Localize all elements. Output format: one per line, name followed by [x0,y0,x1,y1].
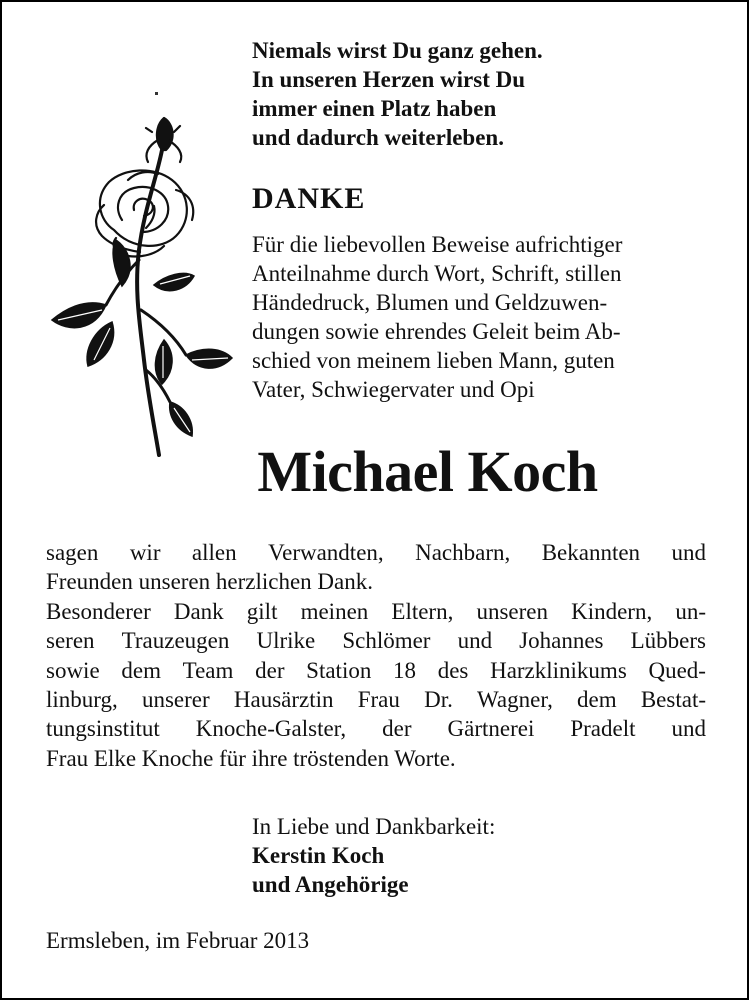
word: Frau [357,687,400,713]
word: linburg, [46,687,118,713]
word: Pradelt [570,716,636,742]
thanks-line: schied von meinem lieben Mann, guten [252,348,615,373]
thanks-intro [252,230,702,404]
word: dem [577,687,617,713]
memorial-motto [252,36,612,152]
speck-mark [155,92,158,95]
word: Eltern, [391,598,454,624]
word: tungsinstitut [46,716,160,742]
body-line: Freunden unseren herzlichen Dank. [46,569,373,595]
word: Nachbarn, [415,540,511,565]
closing-block [252,812,495,899]
signer-family: und Angehörige [252,872,409,897]
body-line [46,685,706,714]
thanks-line: Anteilnahme durch Wort, Schrift, stillen [252,261,622,286]
word: Trauzeugen [121,628,230,654]
body-line [46,626,706,655]
word: Lübbers [630,628,706,654]
word: und [671,540,706,565]
word: des [437,657,469,683]
word: der [255,657,285,683]
body-line [46,714,706,743]
word: Team [182,657,234,683]
word: Kindern, [571,598,653,624]
word: der [382,716,412,742]
motto-line: Niemals wirst Du ganz gehen. [252,38,543,63]
word: unseren [476,598,548,624]
word: gilt [246,598,278,624]
word: 18 [393,657,417,683]
signer-name: Kerstin Koch [252,843,385,868]
thanks-line: Händedruck, Blumen und Geldzuwen- [252,290,608,315]
word: Johannes [519,628,604,654]
word: wir [129,540,161,565]
word: meinen [300,598,369,624]
body-line [46,656,706,685]
body-line [46,597,706,626]
word: dem [121,657,161,683]
word: und [457,628,493,654]
thanks-heading: DANKE [252,182,366,215]
thanks-line: Für die liebevollen Beweise aufrichtiger [252,232,623,257]
thanks-line: Vater, Schwiegervater und Opi [252,377,535,402]
word: Ulrike [256,628,316,654]
word: Bekannten [541,540,641,565]
word: sagen [46,540,99,565]
closing-intro: In Liebe und Dankbarkeit: [252,814,496,839]
motto-line: In unseren Herzen wirst Du [252,67,526,92]
word: Verwandten, [268,540,384,565]
word: Gärtnerei [447,716,535,742]
place-date: Ermsleben, im Februar 2013 [46,928,310,953]
word: Qued- [648,657,706,683]
word: Harzklinikums [490,657,627,683]
body-line: Frau Elke Knoche für ihre tröstenden Worte. [46,745,456,771]
word: allen [191,540,237,565]
deceased-name: Michael Koch [257,439,598,504]
thanks-line: dungen sowie ehrendes Geleit beim Ab- [252,319,621,344]
word: Schlömer [342,628,431,654]
word: Knoche-Galster, [195,716,347,742]
motto-line: immer einen Platz haben [252,96,497,121]
word: seren [46,628,95,654]
word: Station [306,657,372,683]
word: Dr. [424,687,453,713]
word: Wagner, [477,687,553,713]
word: un- [675,598,706,624]
body-line [46,538,706,567]
rose-icon [44,110,234,460]
word: sowie [46,657,100,683]
word: unserer [141,687,210,713]
word: Besonderer [46,598,151,624]
thanks-body [46,538,706,773]
word: und [671,716,706,742]
word: Dank [173,598,224,624]
word: Hausärztin [233,687,334,713]
motto-line: und dadurch weiterleben. [252,125,504,150]
word: Bestat- [640,687,706,713]
